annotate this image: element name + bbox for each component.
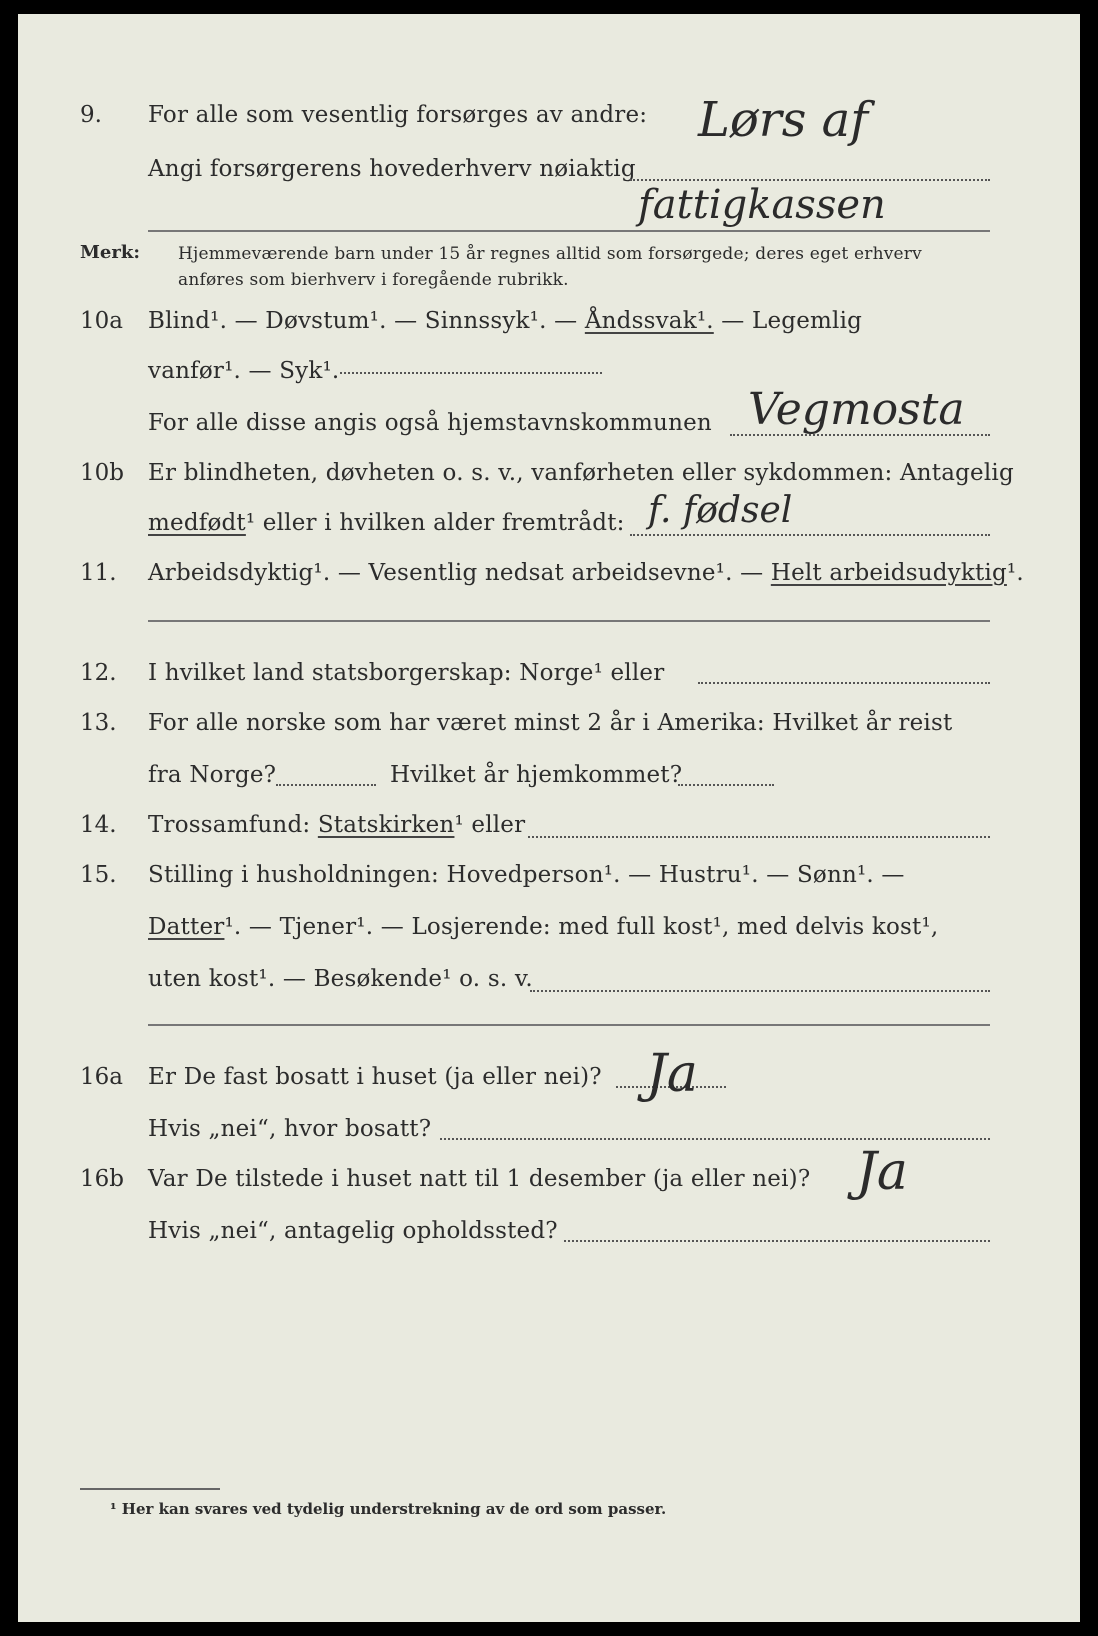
- question-10b: [18, 454, 1080, 494]
- footnote: ¹ Her kan svares ved tydelig understrekning av de ord som passer.: [110, 1500, 667, 1518]
- handwritten-answer: Ja: [646, 1044, 698, 1104]
- question-number: 9.: [80, 102, 102, 128]
- question-text: I hvilket land statsborgerskap: Norge¹ eller: [148, 660, 665, 686]
- handwritten-answer: Vegmosta: [748, 384, 965, 435]
- answer-line: [148, 1024, 990, 1026]
- question-number: 15.: [80, 862, 117, 888]
- note-text: anføres som bierhverv i foregående rubrikk.: [178, 270, 569, 290]
- question-16a: [18, 1058, 1080, 1098]
- question-text: uten kost¹. — Besøkende¹ o. s. v.: [148, 966, 533, 992]
- question-text: Er blindheten, døvheten o. s. v., vanførheten eller sykdommen: Antagelig: [148, 460, 1014, 486]
- question-15-line3: [18, 960, 1080, 1000]
- question-13: [18, 704, 1080, 744]
- question-text: Angi forsørgerens hovederhverv nøiaktig: [148, 156, 636, 182]
- note-text: Hjemmeværende barn under 15 år regnes alltid som forsørgede; deres eget erhverv: [178, 244, 922, 264]
- underlined-option: Datter: [148, 914, 225, 940]
- question-16b: [18, 1160, 1080, 1200]
- question-9: [18, 96, 1080, 136]
- question-11: [18, 554, 1080, 594]
- note: [18, 240, 1080, 270]
- question-9-line2: [18, 150, 1080, 190]
- answer-line: [530, 990, 990, 992]
- question-number: 16a: [80, 1064, 123, 1090]
- question-14: [18, 806, 1080, 846]
- handwritten-answer: fattigkassen: [638, 182, 886, 228]
- question-text: For alle som vesentlig forsørges av andre:: [148, 102, 648, 128]
- answer-line: [340, 372, 602, 374]
- underlined-option: Statskirken: [317, 812, 455, 838]
- handwritten-answer: f. fødsel: [648, 490, 793, 531]
- answer-line: [276, 784, 376, 786]
- question-text: vanfør¹. — Syk¹.: [148, 358, 340, 384]
- answer-line: [148, 230, 990, 232]
- handwritten-answer: Lørs af: [698, 92, 868, 148]
- question-text: Hvis „nei“, antagelig opholdssted?: [148, 1218, 558, 1244]
- answer-line: [148, 620, 990, 622]
- question-15-line2: [18, 908, 1080, 948]
- question-text: Var De tilstede i huset natt til 1 desember (ja eller nei)?: [148, 1166, 811, 1192]
- question-number: 10b: [80, 460, 124, 486]
- question-number: 14.: [80, 812, 117, 838]
- answer-line: [564, 1240, 990, 1242]
- footnote-rule: [80, 1488, 220, 1490]
- underlined-option: Helt arbeidsudyktig: [770, 560, 1007, 586]
- question-text: Arbeidsdyktig¹. — Vesentlig nedsat arbeidsevne¹. — Helt arbeidsudyktig¹.: [148, 560, 1024, 586]
- question-text: Blind¹. — Døvstum¹. — Sinnssyk¹. — Åndssvak¹. — Legemlig: [148, 308, 863, 334]
- note-label: Merk:: [80, 242, 140, 263]
- question-text: For alle disse angis også hjemstavnskommunen: [148, 410, 712, 436]
- answer-line: [678, 784, 774, 786]
- question-12: [18, 654, 1080, 694]
- handwritten-answer: Ja: [856, 1142, 908, 1202]
- question-16b-line2: [18, 1212, 1080, 1252]
- question-text: Er De fast bosatt i huset (ja eller nei)?: [148, 1064, 602, 1090]
- question-text: fra Norge?: [148, 762, 277, 788]
- question-15: [18, 856, 1080, 896]
- census-form-page: [18, 14, 1080, 1622]
- question-16a-line2: [18, 1110, 1080, 1150]
- question-text: Trossamfund: Statskirken¹ eller: [148, 812, 526, 838]
- answer-line: [630, 179, 990, 181]
- question-number: 10a: [80, 308, 123, 334]
- question-10a: [18, 302, 1080, 342]
- underlined-option: medfødt: [148, 510, 246, 536]
- underlined-option: Åndssvak¹.: [584, 308, 714, 334]
- question-number: 13.: [80, 710, 117, 736]
- question-text: Hvis „nei“, hvor bosatt?: [148, 1116, 432, 1142]
- question-text: Datter¹. — Tjener¹. — Losjerende: med full kost¹, med delvis kost¹,: [148, 914, 939, 940]
- question-number: 11.: [80, 560, 117, 586]
- note-line2: [18, 268, 1080, 298]
- answer-line: [440, 1138, 990, 1140]
- question-text: For alle norske som har været minst 2 år i Amerika: Hvilket år reist: [148, 710, 953, 736]
- question-text: Hvilket år hjemkommet?: [390, 762, 683, 788]
- question-number: 16b: [80, 1166, 124, 1192]
- question-number: 12.: [80, 660, 117, 686]
- answer-line: [698, 682, 990, 684]
- question-text: Stilling i husholdningen: Hovedperson¹. — Hustru¹. — Sønn¹. —: [148, 862, 905, 888]
- question-13-line2: [18, 756, 1080, 796]
- question-10b-line2: [18, 504, 1080, 544]
- answer-line: [630, 534, 990, 536]
- answer-line: [528, 836, 990, 838]
- question-text: medfødt¹ eller i hvilken alder fremtrådt:: [148, 510, 625, 536]
